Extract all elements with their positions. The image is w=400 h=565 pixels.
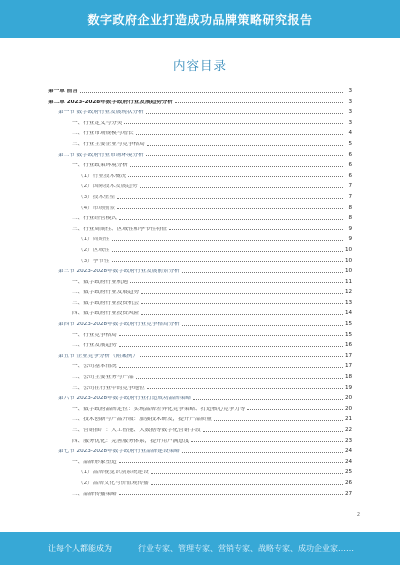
toc-dot-leader [175,102,343,103]
toc-entry-label: 三、行业周期性、区域性和季节性特征 [72,226,168,232]
toc-entry[interactable] [48,296,352,307]
toc-entry-page: 19 [345,384,353,391]
toc-entry[interactable] [48,338,352,349]
toc-dot-leader [112,261,343,262]
toc-dot-leader [136,134,343,135]
toc-entry-label: 一、行业政策环境分析 [72,163,128,169]
toc-entry-label: 三、营销推广：人工智能、大数据等数字化营销手段 [72,428,201,433]
toc-heading: 内容目录 [172,58,227,73]
toc-entry[interactable] [48,179,352,190]
toc-dot-leader [119,335,343,336]
toc-entry-page: 6 [348,151,352,158]
toc-entry-label: 二、数字政府行业发展趋势 [72,290,140,296]
toc-entry-page: 18 [345,374,353,381]
toc-entry[interactable] [48,264,352,275]
toc-entry[interactable] [48,370,352,381]
toc-entry[interactable] [48,423,352,434]
toc-entry-page: 3 [348,98,352,105]
toc-entry[interactable] [48,116,352,127]
toc-entry[interactable] [48,317,352,328]
toc-dot-leader [141,293,343,294]
toc-entry-label: 二、品牌传播策略 [72,491,117,497]
toc-entry-label: 二、技术创新与产品升级：加强技术研发，提升产品质量 [72,417,212,423]
toc-entry[interactable] [48,465,352,476]
toc-dot-leader [151,473,343,474]
toc-entry-label: 二、行业发展趋势 [72,343,117,349]
toc-entry-page: 20 [345,405,353,412]
toc-entry-page: 24 [345,448,353,455]
toc-entry-label: 三、公司在行业中的竞争地位 [72,385,145,391]
toc-entry-page: 24 [345,458,353,465]
toc-entry-page: 14 [345,310,353,317]
toc-entry-page: 11 [345,278,353,285]
toc-dot-leader [147,145,343,146]
toc-dot-leader [119,367,343,368]
toc-entry-label: （3）技术壁垒 [78,194,116,200]
toc-entry-label: （3）季节性 [78,258,110,264]
toc-dot-leader [247,409,343,410]
toc-entry[interactable] [48,391,352,402]
toc-entry-page: 25 [345,469,353,476]
toc-entry-label: （1）品牌视觉识别系统建设 [78,470,149,476]
toc-entry[interactable] [48,190,352,201]
toc-entry-label: 四、服务优化：完善服务体系，提升用户满意度 [72,438,190,444]
toc-entry[interactable] [48,359,352,370]
toc-entry-page: 3 [348,109,352,116]
toc-entry[interactable] [48,201,352,212]
toc-entry-page: 7 [348,193,352,200]
toc-dot-leader [117,198,343,199]
toc-dot-leader [182,325,343,326]
toc-entry[interactable] [48,105,352,116]
toc-entry-label: 一、公司基本情况 [72,364,117,370]
toc-entry-label: 第七节 2023-2028年数字政府行业品牌建设策略 [58,449,180,455]
toc-dot-leader [130,166,343,167]
toc-dot-leader [119,494,343,495]
toc-entry-page: 8 [348,204,352,211]
toc-dot-leader [151,484,343,485]
toc-dot-leader [119,219,343,220]
toc-entry-page: 10 [345,257,353,264]
toc-entry[interactable] [48,222,352,233]
toc-dot-leader [146,155,343,156]
toc-dot-leader [119,346,343,347]
toc-dot-leader [182,452,343,453]
toc-entry-page: 26 [345,479,353,486]
toc-entry-label: 一、行业竞争格局 [72,332,117,338]
toc-entry[interactable] [48,402,352,413]
toc-dot-leader [140,356,343,357]
toc-entry[interactable] [48,84,352,95]
table-of-contents [48,84,352,497]
toc-entry-page: 15 [345,321,353,328]
toc-entry[interactable] [48,158,352,169]
toc-entry-label: 第一章 前言 [48,89,78,94]
toc-entry-page: 10 [345,268,353,275]
report-footer [0,532,400,565]
toc-entry-page: 20 [345,395,353,402]
toc-dot-leader [80,92,343,93]
footer-roles: 行业专家、管理专家、营销专家、战略专家、成功企业家…… [138,544,354,553]
toc-dot-leader [141,303,343,304]
toc-dot-leader [147,388,343,389]
toc-entry-label: 二、行业市场规模与增长 [72,131,134,137]
toc-entry-label: 第一节 数字政府行业发展现状分析 [58,110,144,116]
toc-entry-page: 15 [345,331,353,338]
page-number: 2 [356,512,360,518]
toc-dot-leader [203,431,343,432]
toc-entry-page: 27 [345,490,353,497]
toc-entry-label: 第五节 企业竞争分析（附案例） [58,353,139,359]
toc-entry[interactable] [48,285,352,296]
toc-entry-page: 3 [348,119,352,126]
toc-entry[interactable] [48,476,352,487]
toc-dot-leader [140,187,344,188]
toc-entry-page: 22 [345,427,353,433]
toc-entry-label: 一、行业定义与分类 [72,120,123,126]
toc-entry-page: 6 [348,172,352,179]
toc-entry-page: 12 [345,289,353,296]
toc-dot-leader [169,229,343,230]
toc-dot-leader [146,113,343,114]
toc-entry[interactable] [48,211,352,222]
toc-entry-page: 16 [345,342,353,349]
toc-entry-label: 一、品牌形象塑造 [72,459,117,465]
toc-dot-leader [214,420,343,421]
toc-entry-page: 17 [345,363,353,370]
toc-entry[interactable] [48,148,352,159]
toc-dot-leader [128,176,343,177]
toc-entry-page: 4 [348,130,352,137]
toc-entry-label: （1）周期性 [78,237,110,243]
toc-dot-leader [112,240,343,241]
toc-entry-page: 21 [345,416,353,423]
toc-entry[interactable] [48,381,352,392]
toc-entry[interactable] [48,328,352,339]
toc-entry-label: （2）国际技术发展趋势 [78,184,138,190]
toc-entry[interactable] [48,434,352,445]
toc-entry-page: 17 [345,352,353,359]
toc-entry[interactable] [48,95,352,106]
report-header [0,0,400,38]
toc-dot-leader [141,314,343,315]
toc-entry[interactable] [48,254,352,265]
toc-entry[interactable] [48,243,352,254]
toc-entry-page: 13 [345,299,353,306]
toc-entry-label: （4）市场前景 [78,205,116,211]
report-title: 数字政府企业打造成功品牌策略研究报告 [87,12,313,27]
toc-entry-label: 四、数字政府行业投资风险 [72,311,140,317]
toc-entry[interactable] [48,455,352,466]
toc-entry[interactable] [48,487,352,498]
toc-entry-label: 三、数字政府行业投资机会 [72,300,140,306]
toc-dot-leader [191,441,343,442]
toc-entry-page: 10 [345,246,353,253]
toc-entry-label: （2）品牌文化与价值观传播 [78,480,149,486]
toc-entry[interactable] [48,232,352,243]
toc-dot-leader [112,251,343,252]
toc-entry[interactable] [48,137,352,148]
toc-entry-page: 3 [348,88,352,94]
toc-dot-leader [130,282,343,283]
toc-entry-label: 第四节 2023-2028年数字政府行业竞争格局分析 [58,322,180,328]
toc-entry[interactable] [48,349,352,360]
toc-entry-page: 23 [345,437,353,444]
toc-entry[interactable] [48,306,352,317]
toc-entry-label: （1）行业技术概况 [78,173,127,179]
toc-entry-label: （2）区域性 [78,247,110,253]
toc-entry-label: 第二节 数字政府行业市场环境分析 [58,152,144,158]
toc-entry-page: 9 [348,225,352,232]
toc-entry[interactable] [48,412,352,423]
toc-entry-label: 第三节 2023-2028年数字政府行业发展前景分析 [58,269,180,275]
toc-dot-leader [124,123,343,124]
toc-entry-page: 7 [348,183,352,190]
toc-entry-label: 第六节 2023-2028年数字政府行业打造成功品牌策略 [58,396,191,402]
toc-dot-leader [136,378,343,379]
toc-entry-label: 一、数字政府行业机遇 [72,279,128,285]
toc-entry-label: 二、行业经营模式 [72,216,117,222]
toc-dot-leader [193,399,343,400]
toc-entry[interactable] [48,275,352,286]
toc-dot-leader [119,462,343,463]
toc-entry-page: 5 [348,140,352,147]
toc-entry-label: 第二章 2023-2028年数字政府行业发展趋势分析 [48,99,173,105]
toc-entry-label: 一、数字政府品牌定位：实现品牌差异化竞争策略、打造核心竞争力等 [72,406,246,412]
toc-dot-leader [182,272,343,273]
footer-slogan: 让每个人都能成为 [48,544,112,553]
toc-entry-label: 二、公司主要业务与产品 [72,375,134,381]
toc-entry[interactable] [48,444,352,455]
toc-entry[interactable] [48,169,352,180]
toc-entry-page: 6 [348,162,352,169]
toc-dot-leader [117,208,343,209]
toc-entry-page: 8 [348,215,352,222]
toc-entry-label: 三、行业主要企业与竞争格局 [72,141,145,147]
toc-entry-page: 9 [348,236,352,243]
toc-entry[interactable] [48,126,352,137]
